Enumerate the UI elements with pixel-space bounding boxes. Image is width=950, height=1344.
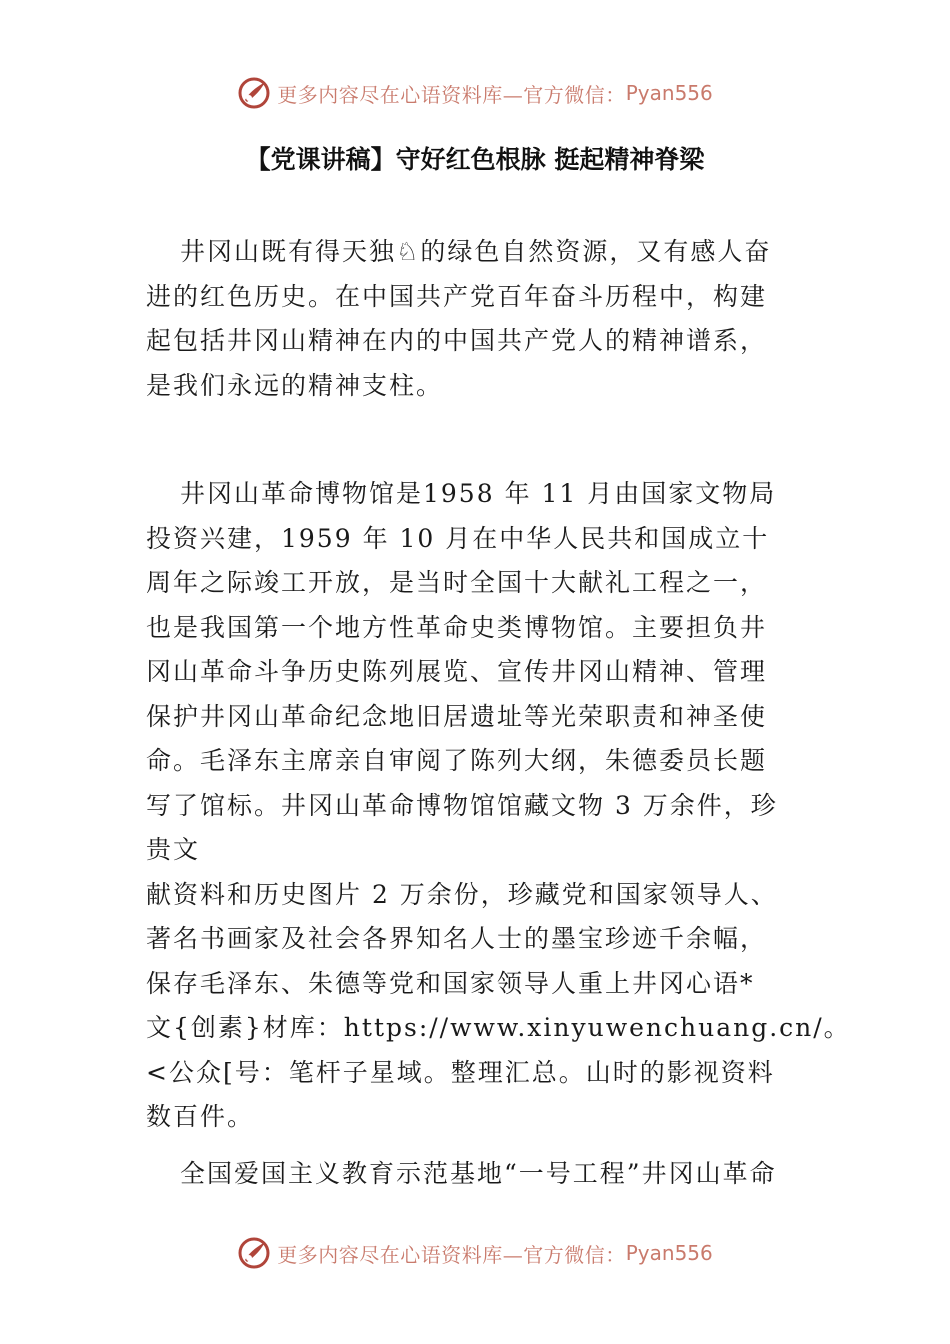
footer-banner: [0, 1233, 950, 1273]
text-line: 保存毛泽东、朱德等党和国家领导人重上井冈心语*: [146, 968, 755, 998]
text-line: 著名书画家及社会各界知名人士的墨宝珍迹千余幅，: [146, 924, 768, 953]
text-line: 献资料和历史图片 2 万余份，珍藏党和国家领导人、: [146, 879, 778, 909]
text-line: 投资兴建，1959 年 10 月在中华人民共和国成立十: [146, 523, 770, 553]
text-line: 文{创素}材库：https://www.xinyuwenchuang.cn/。: [146, 1013, 851, 1042]
header-banner: [0, 73, 950, 113]
brush-logo-icon: [237, 76, 271, 110]
text-line: 进的红色历史。在中国共产党百年奋斗历程中，构建: [146, 281, 768, 311]
banner-wechat-id: Pyan556: [625, 81, 713, 105]
banner-text: 更多内容尽在心语资料库—官方微信：: [277, 82, 626, 107]
text-line: 命。毛泽东主席亲自审阅了陈列大纲，朱德委员长题: [146, 746, 768, 775]
paragraph-3: [146, 1152, 811, 1197]
text-line: 井冈山革命博物馆是1958 年 11 月由国家文物局: [180, 479, 777, 508]
text-line: 全国爱国主义教育示范基地“一号工程”井冈山革命: [180, 1159, 777, 1188]
text-line: 贵文: [146, 835, 201, 864]
text-line: 数百件。: [146, 1102, 255, 1131]
text-line: <公众[号：笔杆子星域。整理汇总。山时的影视资料: [146, 1057, 775, 1087]
text-line: 也是我国第一个地方性革命史类博物馆。主要担负井: [146, 612, 768, 642]
paragraph-1: [146, 230, 811, 408]
page-title: 【党课讲稿】守好红色根脉 挺起精神脊梁: [245, 145, 705, 174]
text-line: 是我们永远的精神支柱。: [146, 370, 444, 400]
text-line: 写了馆标。井冈山革命博物馆馆藏文物 3 万余件，珍: [146, 790, 778, 820]
brush-logo-icon: [237, 1236, 271, 1270]
paragraph-2: [146, 472, 851, 1140]
banner-text: 更多内容尽在心语资料库—官方微信：: [277, 1242, 626, 1267]
text-line: 起包括井冈山精神在内的中国共产党人的精神谱系，: [146, 326, 768, 355]
banner-wechat-id: Pyan556: [625, 1241, 713, 1265]
text-line: 周年之际竣工开放，是当时全国十大献礼工程之一，: [146, 568, 768, 597]
text-line: 冈山革命斗争历史陈列展览、宣传井冈山精神、管理: [146, 657, 768, 686]
text-line: 井冈山既有得天独♘的绿色自然资源，又有感人奋: [180, 237, 772, 266]
text-line: 保护井冈山革命纪念地旧居遗址等光荣职责和神圣使: [146, 701, 768, 731]
